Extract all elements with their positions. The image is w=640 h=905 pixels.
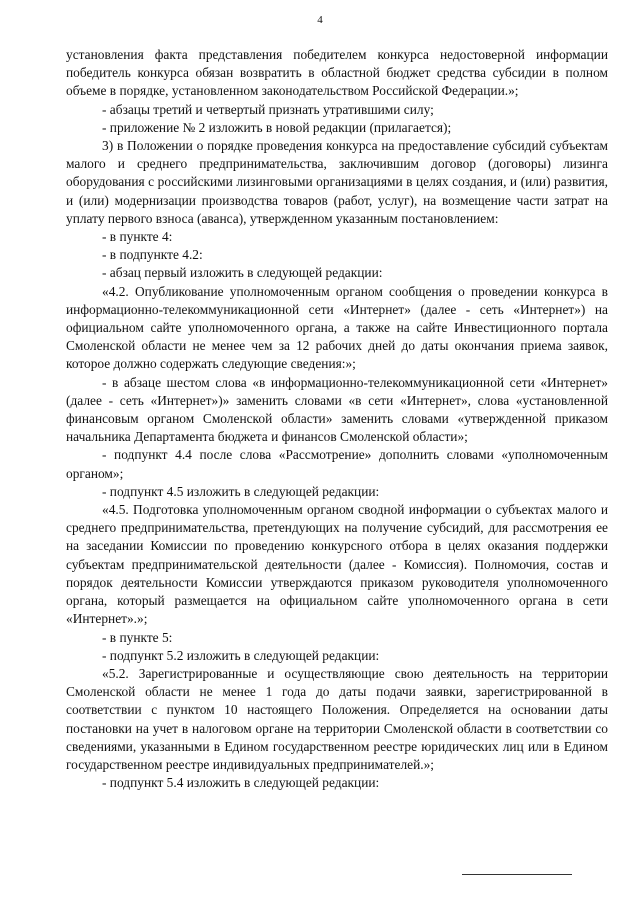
- paragraph: - подпункт 5.4 изложить в следующей редакции:: [102, 775, 380, 791]
- paragraph: - в абзаце шестом слова «в информационно-телекоммуникационной сети «Интернет» (далее - сеть «Интернет»)» заменить словами «в сети «Интернет», слова «установленной финансовым органом Смоленской области» заменить словами «утвержденной приказом начальника Департамента бюджета и финансов Смоленской области»;: [66, 374, 608, 445]
- page-number: 4: [317, 14, 323, 26]
- paragraph: - подпункт 4.4 после слова «Рассмотрение» дополнить словами «уполномоченным органом»;: [66, 447, 608, 481]
- document-body: [66, 46, 608, 792]
- paragraph: - в пункте 4:: [102, 229, 173, 245]
- paragraph: «4.5. Подготовка уполномоченным органом сводной информации о субъектах малого и среднего предпринимательства, претендующих на получение субсидий, для рассмотрения ее на заседании Комиссии по проведению конкурсного отбора в целях оказания поддержки субъектам предпринимательской деятельности (далее - Комиссия). Полномочия, состав и порядок деятельности Комиссии утверждаются приказом руководителя уполномоченного органа, который размещается на официальном сайте уполномоченного органа в сети «Интернет».»;: [66, 502, 608, 627]
- paragraph: установления факта представления победителем конкурса недостоверной информации победитель конкурса обязан возвратить в областной бюджет средства субсидии в полном объеме в порядке, установленном законодательством Российской Федерации.»;: [66, 47, 608, 99]
- paragraph: - подпункт 4.5 изложить в следующей редакции:: [102, 483, 380, 499]
- paragraph: - в подпункте 4.2:: [102, 247, 203, 263]
- paragraph: 3) в Положении о порядке проведения конкурса на предоставление субсидий субъектам малого и среднего предпринимательства, заключившим договор (договоры) лизинга оборудования с российскими лизинговыми организациями в целях создания, и (или) развития, и (или) модернизации производства товаров (работ, услуг), на возмещение части затрат на уплату первого взноса (аванса), утвержденном указанным постановлением:: [66, 138, 608, 226]
- paragraph: - абзацы третий и четвертый признать утратившими силу;: [102, 101, 434, 117]
- paragraph: «5.2. Зарегистрированные и осуществляющие свою деятельность на территории Смоленской области не менее 1 года до даты подачи заявки, зарегистрированной в соответствии с пунктом 10 настоящего Положения. Определяется на основании даты постановки на учет в налоговом органе на территории Смоленской области в соответствии со сведениями, указанными в Едином государственном реестре юридических лиц или в Едином государственном реестре индивидуальных предпринимателей.»;: [66, 665, 608, 772]
- paragraph: «4.2. Опубликование уполномоченным органом сообщения о проведении конкурса в информационно-телекоммуникационной сети «Интернет» (далее - сеть «Интернет») на официальном сайте уполномоченного органа, а также на сайте Инвестиционного портала Смоленской области не менее чем за 12 рабочих дней до даты окончания приема заявок, которое должно содержать следующие сведения:»;: [66, 283, 608, 372]
- footer-rule: [462, 874, 572, 875]
- paragraph: - абзац первый изложить в следующей редакции:: [102, 265, 383, 281]
- paragraph: - в пункте 5:: [102, 629, 173, 645]
- paragraph: - приложение № 2 изложить в новой редакции (прилагается);: [102, 119, 452, 135]
- paragraph: - подпункт 5.2 изложить в следующей редакции:: [102, 647, 380, 663]
